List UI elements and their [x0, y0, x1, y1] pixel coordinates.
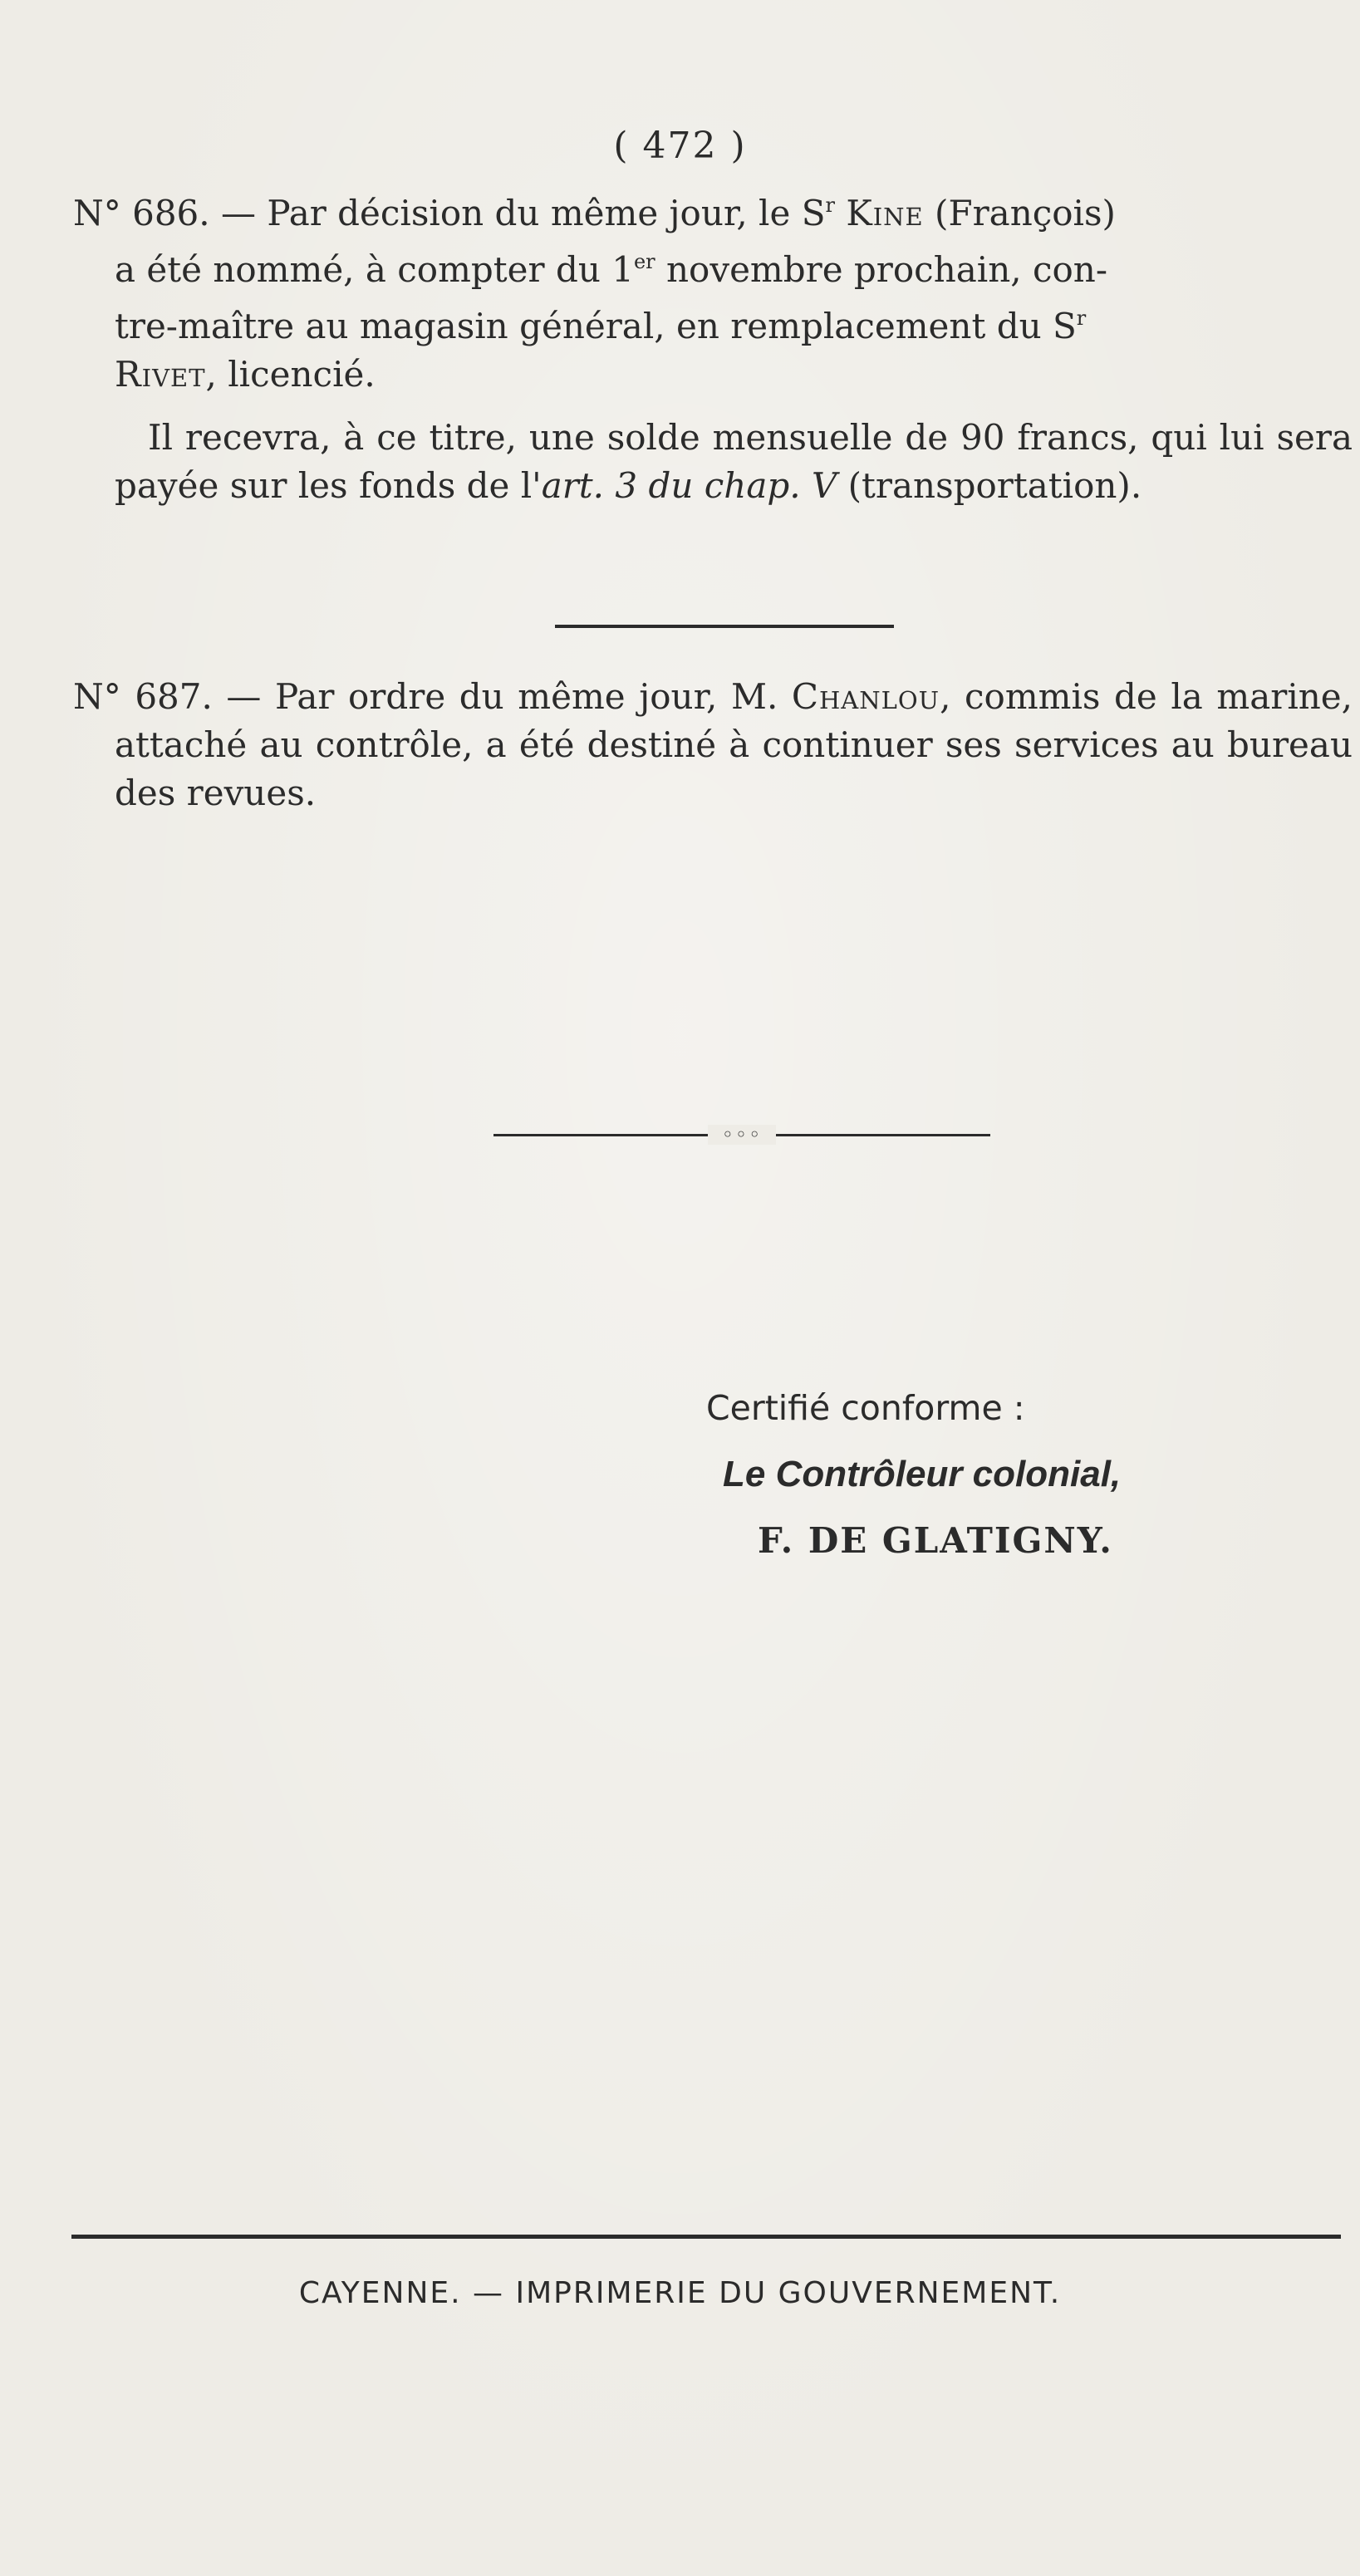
entry-686-text: (transportation).	[837, 465, 1142, 506]
certification-text: Certifié conforme :	[706, 1388, 1025, 1428]
footer-rule	[71, 2235, 1341, 2239]
person-name-chanlou: Chanlou	[791, 676, 940, 717]
entry-686-paragraph-1	[73, 181, 1353, 399]
entry-686-text: , licencié.	[205, 354, 376, 395]
page-number: ( 472 )	[613, 125, 747, 167]
printer-imprint: CAYENNE. — IMPRIMERIE DU GOUVERNEMENT.	[298, 2276, 1062, 2310]
superscript: er	[633, 250, 655, 273]
entry-687-text: N° 687. — Par ordre du même jour, M.	[73, 676, 792, 717]
superscript: r	[825, 194, 835, 217]
entry-687-paragraph	[73, 673, 1353, 817]
entry-687	[73, 673, 1353, 817]
signatory-role: Le Contrôleur colonial,	[723, 1454, 1122, 1494]
entry-686-text: Il recevra, à ce titre, une solde mensuelle de 90 francs, qui lui sera payée sur les fonds de l'	[115, 417, 1353, 506]
ornament: ◦◦◦	[708, 1125, 776, 1145]
entry-687-text: , commis de la marine, attaché au contrôle, a été destiné à continuer ses services au bureau des revues.	[115, 676, 1353, 813]
entry-686-paragraph-2	[73, 414, 1353, 510]
superscript: r	[1076, 307, 1087, 330]
signatory-name: F. DE GLATIGNY.	[758, 1520, 1113, 1561]
entry-686-text: a été nommé, à compter du 1	[115, 249, 634, 290]
article-reference: art. 3 du chap. V	[541, 465, 837, 506]
separator-rule	[555, 625, 894, 628]
entry-686-text: N° 686. — Par décision du même jour, le S	[73, 193, 826, 233]
person-name-kine: Kine	[846, 193, 924, 233]
entry-686-text: tre-maître au magasin général, en remplacement du S	[115, 306, 1077, 346]
entry-686-text: (François)	[923, 193, 1116, 233]
entry-686	[73, 181, 1353, 510]
person-name-rivet: Rivet	[115, 354, 206, 395]
entry-686-text: novembre prochain, con-	[655, 249, 1108, 290]
